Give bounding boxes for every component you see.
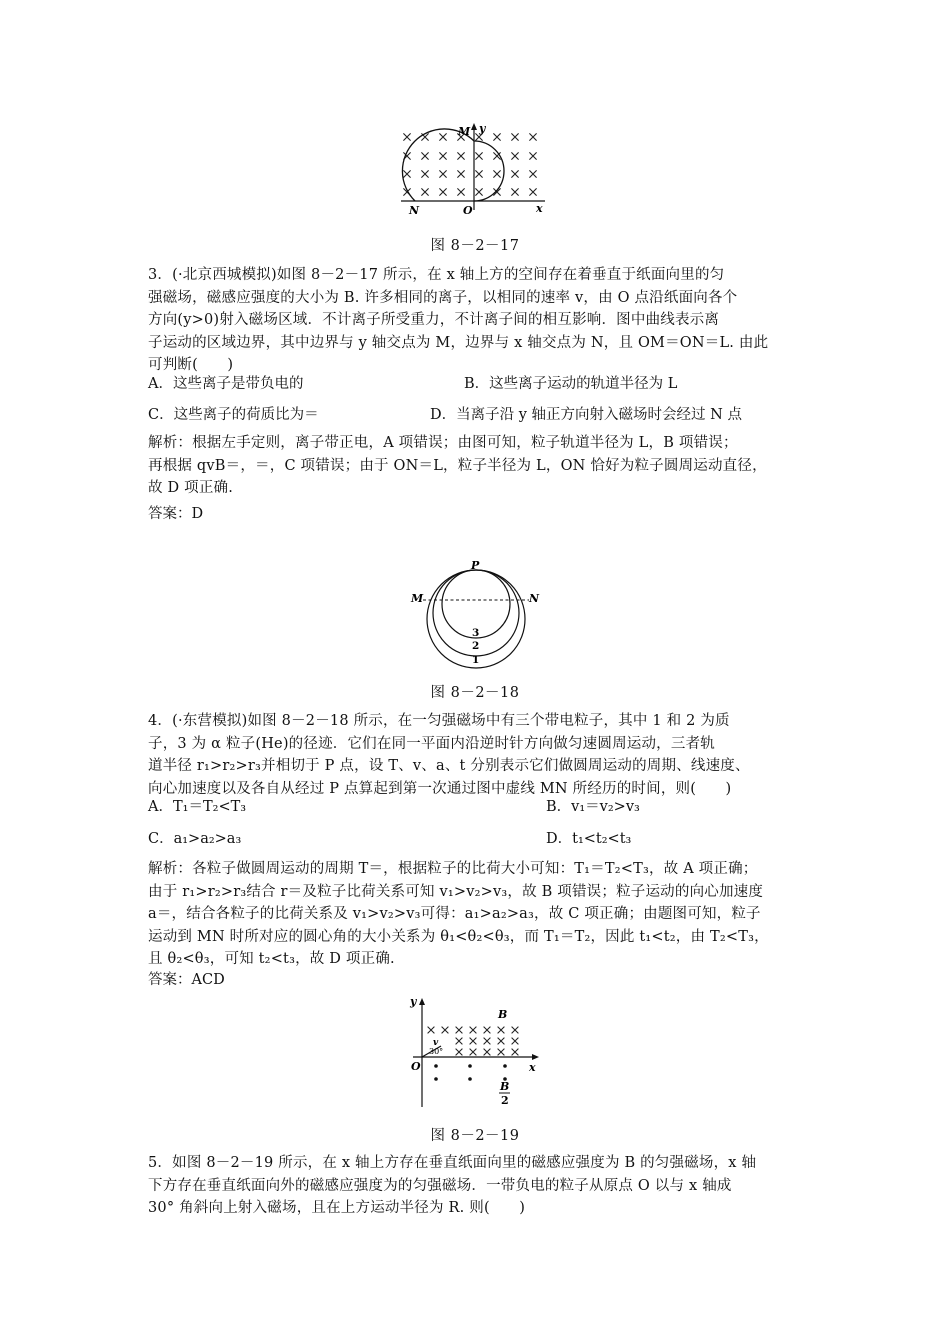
label-B-numerator: B bbox=[500, 1080, 510, 1093]
field-dots-out-of-page bbox=[434, 1064, 507, 1081]
cross-mark bbox=[428, 1027, 435, 1034]
cross-mark bbox=[403, 133, 410, 140]
question-4-option-d: D．t₁<t₂<t₃ bbox=[546, 831, 632, 847]
question-3-option-c: C．这些离子的荷质比为＝ bbox=[148, 407, 319, 423]
dot-mark bbox=[468, 1077, 472, 1081]
cross-mark bbox=[529, 133, 536, 140]
dot-mark bbox=[468, 1064, 472, 1068]
label-M: M bbox=[411, 592, 424, 605]
text-line: 强磁场，磁感应强度的大小为 B. 许多相同的离子，以相同的速率 v，由 O 点沿纸面向各个 bbox=[148, 289, 738, 306]
label-x: x bbox=[529, 1061, 536, 1074]
cross-mark bbox=[493, 170, 500, 177]
cross-mark bbox=[475, 170, 482, 177]
label-O: O bbox=[463, 204, 473, 215]
cross-mark bbox=[475, 152, 482, 159]
label-1: 1 bbox=[472, 654, 480, 666]
cross-mark bbox=[498, 1038, 505, 1045]
cross-mark bbox=[439, 152, 446, 159]
question-4-option-a: A．T₁＝T₂<T₃ bbox=[148, 799, 247, 815]
text-line: 方向(y>0)射入磁场区域．不计离子所受重力，不计离子间的相互影响．图中曲线表示离 bbox=[148, 312, 720, 328]
question-3-answer: 答案：D bbox=[148, 506, 204, 522]
question-4-option-b: B．v₁＝v₂>v₃ bbox=[546, 799, 640, 815]
label-x: x bbox=[536, 202, 543, 215]
label-2: 2 bbox=[472, 640, 480, 652]
question-3-analysis bbox=[148, 432, 820, 500]
cross-mark bbox=[442, 1027, 449, 1034]
cross-mark bbox=[529, 170, 536, 177]
text-line: 可判断( ) bbox=[148, 357, 234, 373]
cross-mark bbox=[511, 188, 518, 195]
cross-mark bbox=[529, 188, 536, 195]
dot-mark bbox=[434, 1077, 438, 1081]
cross-mark bbox=[512, 1049, 519, 1056]
text-line: 向心加速度以及各自从经过 P 点算起到第一次通过图中虚线 MN 所经历的时间，则( ) bbox=[148, 780, 732, 797]
text-line: a＝，结合各粒子的比荷关系及 v₁>v₂>v₃可得：a₁>a₂>a₃，故 C 项正确；由题图可知，粒子 bbox=[148, 906, 761, 922]
label-3: 3 bbox=[472, 627, 480, 639]
question-3-option-a: A．这些离子是带负电的 bbox=[148, 376, 304, 392]
figure-8-2-19 bbox=[405, 993, 545, 1111]
dot-mark bbox=[434, 1064, 438, 1068]
text-line: 解析：根据左手定则，离子带正电，A 项错误；由图可知，粒子轨道半径为 L，B 项错误； bbox=[148, 435, 738, 451]
question-4-analysis bbox=[148, 858, 820, 971]
cross-mark bbox=[439, 188, 446, 195]
question-3-stem bbox=[148, 264, 820, 377]
text-line: 由于 r₁>r₂>r₃结合 r＝及粒子比荷关系可知 v₁>v₂>v₃，故 B 项错误；粒子运动的向心加速度 bbox=[148, 883, 764, 900]
cross-mark bbox=[484, 1049, 491, 1056]
text-line: 故 D 项正确. bbox=[148, 480, 234, 496]
question-4-answer: 答案：ACD bbox=[148, 972, 225, 988]
label-angle-30: 30° bbox=[429, 1047, 444, 1056]
label-y: y bbox=[410, 995, 417, 1008]
label-O: O bbox=[411, 1060, 421, 1073]
label-P: P bbox=[471, 559, 480, 572]
cross-mark bbox=[511, 170, 518, 177]
text-line: 再根据 qvB＝，＝，C 项错误；由于 ON＝L，粒子半径为 L，ON 恰好为粒子圆周运动直径， bbox=[148, 457, 767, 474]
cross-mark bbox=[512, 1038, 519, 1045]
cross-mark bbox=[470, 1027, 477, 1034]
label-y: y bbox=[479, 122, 486, 135]
cross-mark bbox=[493, 133, 500, 140]
cross-mark bbox=[456, 1027, 463, 1034]
cross-mark bbox=[498, 1049, 505, 1056]
cross-mark bbox=[457, 188, 464, 195]
cross-mark bbox=[529, 152, 536, 159]
question-4-stem bbox=[148, 710, 820, 800]
y-axis-arrow bbox=[419, 998, 425, 1005]
label-B-denominator: 2 bbox=[501, 1094, 509, 1107]
label-N: N bbox=[529, 592, 540, 605]
text-line: 5．如图 8－2－19 所示，在 x 轴上方存在垂直纸面向里的磁感应强度为 B 的匀强磁场，x 轴 bbox=[148, 1155, 757, 1171]
text-line: 道半径 r₁>r₂>r₃并相切于 P 点，设 T、v、a、t 分别表示它们做圆周运动的周期、线速度、 bbox=[148, 758, 750, 774]
text-line: 子，3 为 α 粒子(He)的径迹．它们在同一平面内沿逆时针方向做匀速圆周运动，三者轨 bbox=[148, 735, 715, 752]
text-line: 运动到 MN 时所对应的圆心角的大小关系为 θ₁<θ₂<θ₃，而 T₁＝T₂，因此 t₁<t₂，由 T₂<T₃， bbox=[148, 928, 769, 945]
field-crosses-into-page bbox=[403, 133, 536, 195]
cross-mark bbox=[511, 133, 518, 140]
label-B: B bbox=[498, 1008, 508, 1021]
label-v: v bbox=[433, 1038, 439, 1048]
cross-mark bbox=[421, 170, 428, 177]
cross-mark bbox=[457, 170, 464, 177]
boundary-curve bbox=[402, 129, 504, 201]
cross-mark bbox=[456, 1049, 463, 1056]
text-line: 子运动的区域边界，其中边界与 y 轴交点为 M，边界与 x 轴交点为 N，且 OM＝ON＝L. 由此 bbox=[148, 334, 769, 351]
label-N: N bbox=[409, 204, 420, 215]
cross-mark bbox=[484, 1038, 491, 1045]
cross-mark bbox=[421, 152, 428, 159]
cross-mark bbox=[498, 1027, 505, 1034]
cross-mark bbox=[456, 1038, 463, 1045]
figure-caption: 图 8－2－18 bbox=[430, 685, 520, 701]
text-line: 4．(·东营模拟)如图 8－2－18 所示，在一匀强磁场中有三个带电粒子，其中 1 和 2 为质 bbox=[148, 713, 730, 729]
label-M: M bbox=[458, 125, 471, 138]
figure-caption: 图 8－2－19 bbox=[430, 1128, 520, 1144]
figure-caption: 图 8－2－17 bbox=[430, 238, 520, 254]
text-line: 30° 角斜向上射入磁场，且在上方运动半径为 R. 则( ) bbox=[148, 1200, 526, 1216]
text-line: 下方存在垂直纸面向外的磁感应强度为的匀强磁场．一带负电的粒子从原点 O 以与 x 轴成 bbox=[148, 1177, 732, 1194]
cross-mark bbox=[457, 152, 464, 159]
figure-8-2-18 bbox=[405, 558, 550, 670]
cross-mark bbox=[512, 1027, 519, 1034]
cross-mark bbox=[403, 170, 410, 177]
question-5-stem bbox=[148, 1152, 820, 1220]
cross-mark bbox=[475, 188, 482, 195]
cross-mark bbox=[470, 1049, 477, 1056]
y-axis-arrow bbox=[471, 123, 477, 130]
text-line: 且 θ₂<θ₃，可知 t₂<t₃，故 D 项正确. bbox=[148, 951, 395, 967]
cross-mark bbox=[484, 1027, 491, 1034]
question-3-option-d: D．当离子沿 y 轴正方向射入磁场时会经过 N 点 bbox=[430, 407, 742, 423]
cross-mark bbox=[511, 152, 518, 159]
cross-mark bbox=[421, 188, 428, 195]
cross-mark bbox=[470, 1038, 477, 1045]
figure-8-2-17 bbox=[395, 120, 555, 215]
text-line: 解析：各粒子做圆周运动的周期 T＝，根据粒子的比荷大小可知：T₁＝T₂<T₃，故 A 项正确； bbox=[148, 861, 758, 877]
x-axis-arrow bbox=[532, 1054, 539, 1060]
cross-mark bbox=[439, 170, 446, 177]
cross-mark bbox=[439, 133, 446, 140]
question-4-option-c: C．a₁>a₂>a₃ bbox=[148, 831, 242, 847]
question-3-option-b: B．这些离子运动的轨道半径为 L bbox=[464, 376, 678, 392]
dot-mark bbox=[503, 1064, 507, 1068]
text-line: 3．(·北京西城模拟)如图 8－2－17 所示，在 x 轴上方的空间存在着垂直于纸面向里的匀 bbox=[148, 267, 725, 283]
